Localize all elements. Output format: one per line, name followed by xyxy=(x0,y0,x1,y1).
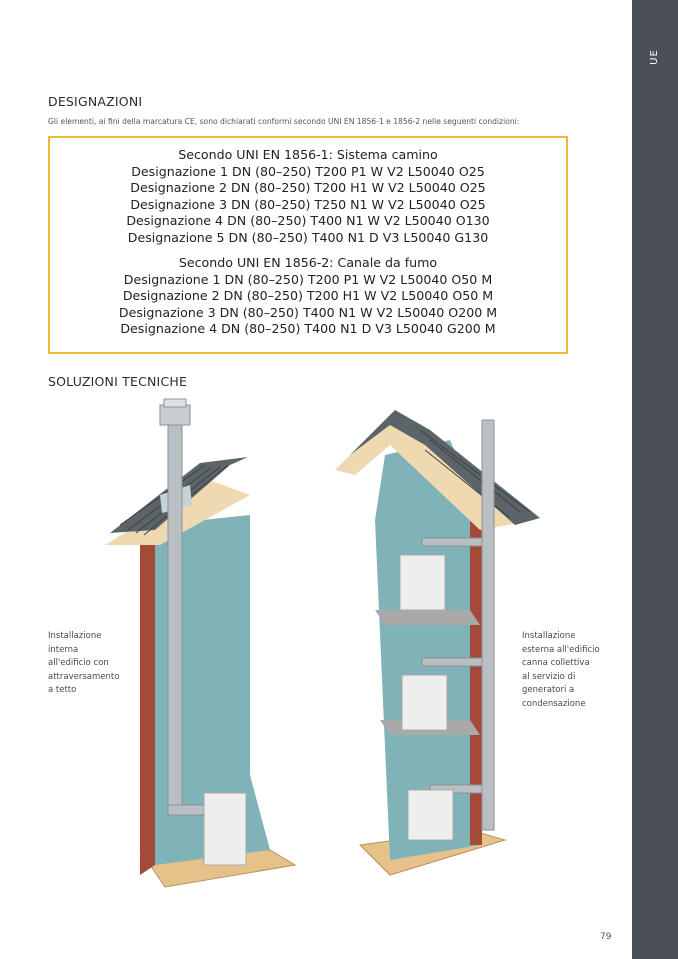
page-number: 79 xyxy=(600,932,612,942)
designation-line: Designazione 4 DN (80–250) T400 N1 W V2 L50040 O130 xyxy=(126,213,490,228)
designation-line: Designazione 5 DN (80–250) T400 N1 D V3 L50040 G130 xyxy=(127,229,489,245)
designation-line: Designazione 2 DN (80–250) T200 H1 W V2 L50040 O50 M xyxy=(122,288,494,303)
designation-line: Designazione 3 DN (80–250) T400 N1 W V2 L50040 O200 M xyxy=(118,304,498,320)
designation-line: Designazione 1 DN (80–250) T200 P1 W V2 L50040 O50 M xyxy=(123,271,493,287)
section-tab: UE xyxy=(649,49,660,65)
side-bar xyxy=(632,0,678,959)
soluzioni-heading: SOLUZIONI TECNICHE xyxy=(48,374,188,389)
designations-box xyxy=(48,136,568,354)
caption-interior: Installazione interna all'edificio con attraversamento a tetto xyxy=(48,631,120,695)
designation-line: Designazione 4 DN (80–250) T400 N1 D V3 L50040 G200 M xyxy=(120,321,496,336)
group1-title: Secondo UNI EN 1856-1: Sistema camino xyxy=(178,147,438,162)
designazioni-heading: DESIGNAZIONI xyxy=(48,94,143,109)
interior-chimney-illustration xyxy=(100,395,300,895)
group2-title: Secondo UNI EN 1856-2: Canale da fumo xyxy=(178,255,438,270)
exterior-chimney-illustration xyxy=(330,400,545,890)
caption-exterior: Installazione esterna all'edificio canna collettiva al servizio di generatori a condensazione xyxy=(522,631,600,709)
designation-line: Designazione 2 DN (80–250) T200 H1 W V2 L50040 O25 xyxy=(130,180,486,195)
designation-line: Designazione 3 DN (80–250) T250 N1 W V2 L50040 O25 xyxy=(130,196,486,212)
designazioni-intro: Gli elementi, ai fini della marcatura CE, sono dichiarati conformi secondo UNI EN 1856-1 e 1856-2 nelle seguenti condizioni: xyxy=(48,117,520,126)
designation-line: Designazione 1 DN (80–250) T200 P1 W V2 L50040 O25 xyxy=(131,163,485,179)
